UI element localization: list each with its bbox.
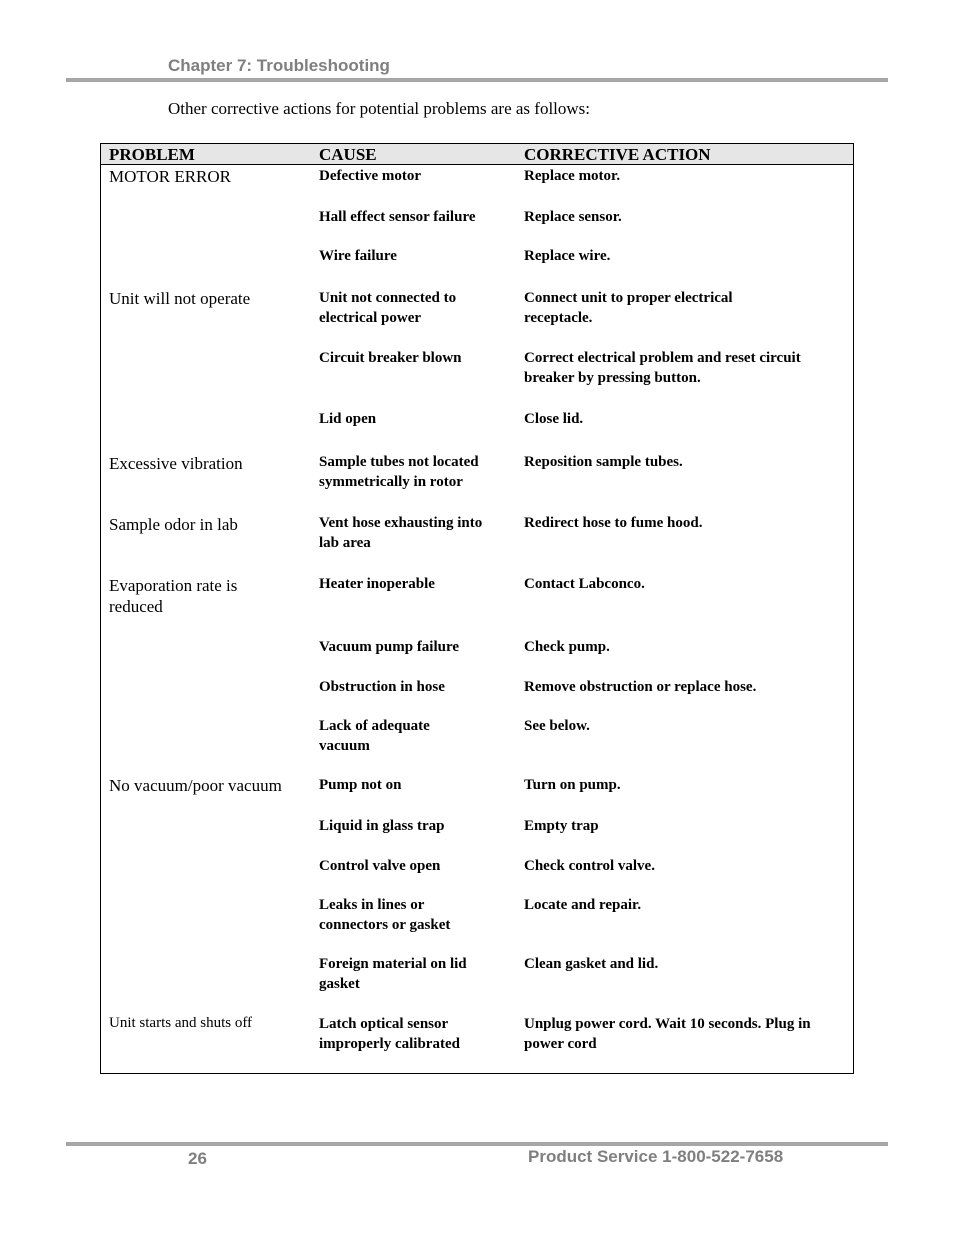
action-cell: See below. (524, 718, 590, 734)
problem-cell: Unit will not operate (109, 289, 251, 308)
cause-cell: Sample tubes not located symmetrically in rotor (319, 454, 479, 490)
action-cell: Replace sensor. (524, 209, 622, 225)
chapter-heading: Chapter 7: Troubleshooting (168, 56, 390, 75)
intro-text: Other corrective actions for potential problems are as follows: (168, 99, 591, 118)
footer-rule (66, 1142, 888, 1146)
cause-cell: Hall effect sensor failure (319, 209, 476, 225)
action-cell: Locate and repair. (524, 897, 642, 913)
action-cell: Unplug power cord. Wait 10 seconds. Plug in power cord (524, 1016, 811, 1052)
cause-cell: Leaks in lines or connectors or gasket (319, 897, 451, 933)
action-cell: Replace wire. (524, 248, 611, 264)
cause-cell: Vent hose exhausting into lab area (319, 515, 483, 551)
problem-cell: Excessive vibration (109, 454, 243, 473)
cause-cell: Obstruction in hose (319, 679, 445, 695)
problem-cell: No vacuum/poor vacuum (109, 776, 282, 795)
cause-cell: Pump not on (319, 777, 402, 793)
cause-cell: Lack of adequate vacuum (319, 718, 430, 754)
problem-cell: MOTOR ERROR (109, 167, 232, 186)
action-cell: Replace motor. (524, 168, 621, 184)
header-cause: CAUSE (319, 145, 377, 164)
cause-cell: Latch optical sensor improperly calibrated (319, 1016, 460, 1052)
cause-cell: Heater inoperable (319, 576, 435, 592)
cause-cell: Lid open (319, 411, 377, 427)
action-cell: Clean gasket and lid. (524, 956, 659, 972)
cause-cell: Foreign material on lid gasket (319, 956, 467, 992)
page-number: 26 (188, 1149, 207, 1168)
action-cell: Correct electrical problem and reset circuit breaker by pressing button. (524, 350, 801, 386)
troubleshooting-table (100, 143, 854, 1074)
cause-cell: Circuit breaker blown (319, 350, 462, 366)
header-rule (66, 78, 888, 82)
cause-cell: Control valve open (319, 858, 441, 874)
cause-cell: Unit not connected to electrical power (319, 290, 457, 326)
action-cell: Reposition sample tubes. (524, 454, 683, 470)
table-header-row (101, 144, 853, 165)
product-service-phone: Product Service 1-800-522-7658 (528, 1147, 784, 1166)
action-cell: Turn on pump. (524, 777, 621, 793)
cause-cell: Liquid in glass trap (319, 818, 445, 834)
action-cell: Check pump. (524, 639, 610, 655)
cause-cell: Defective motor (319, 168, 422, 184)
action-cell: Contact Labconco. (524, 576, 645, 592)
action-cell: Connect unit to proper electrical receptacle. (524, 290, 733, 326)
action-cell: Empty trap (524, 818, 599, 834)
action-cell: Check control valve. (524, 858, 655, 874)
problem-cell: Evaporation rate is reduced (109, 576, 238, 616)
action-cell: Close lid. (524, 411, 584, 427)
cause-cell: Vacuum pump failure (319, 639, 460, 655)
header-corrective-action: CORRECTIVE ACTION (524, 145, 711, 164)
action-cell: Redirect hose to fume hood. (524, 515, 703, 531)
action-cell: Remove obstruction or replace hose. (524, 679, 757, 695)
problem-cell: Unit starts and shuts off (109, 1015, 253, 1031)
header-problem: PROBLEM (109, 145, 195, 164)
cause-cell: Wire failure (319, 248, 397, 264)
problem-cell: Sample odor in lab (109, 515, 238, 534)
